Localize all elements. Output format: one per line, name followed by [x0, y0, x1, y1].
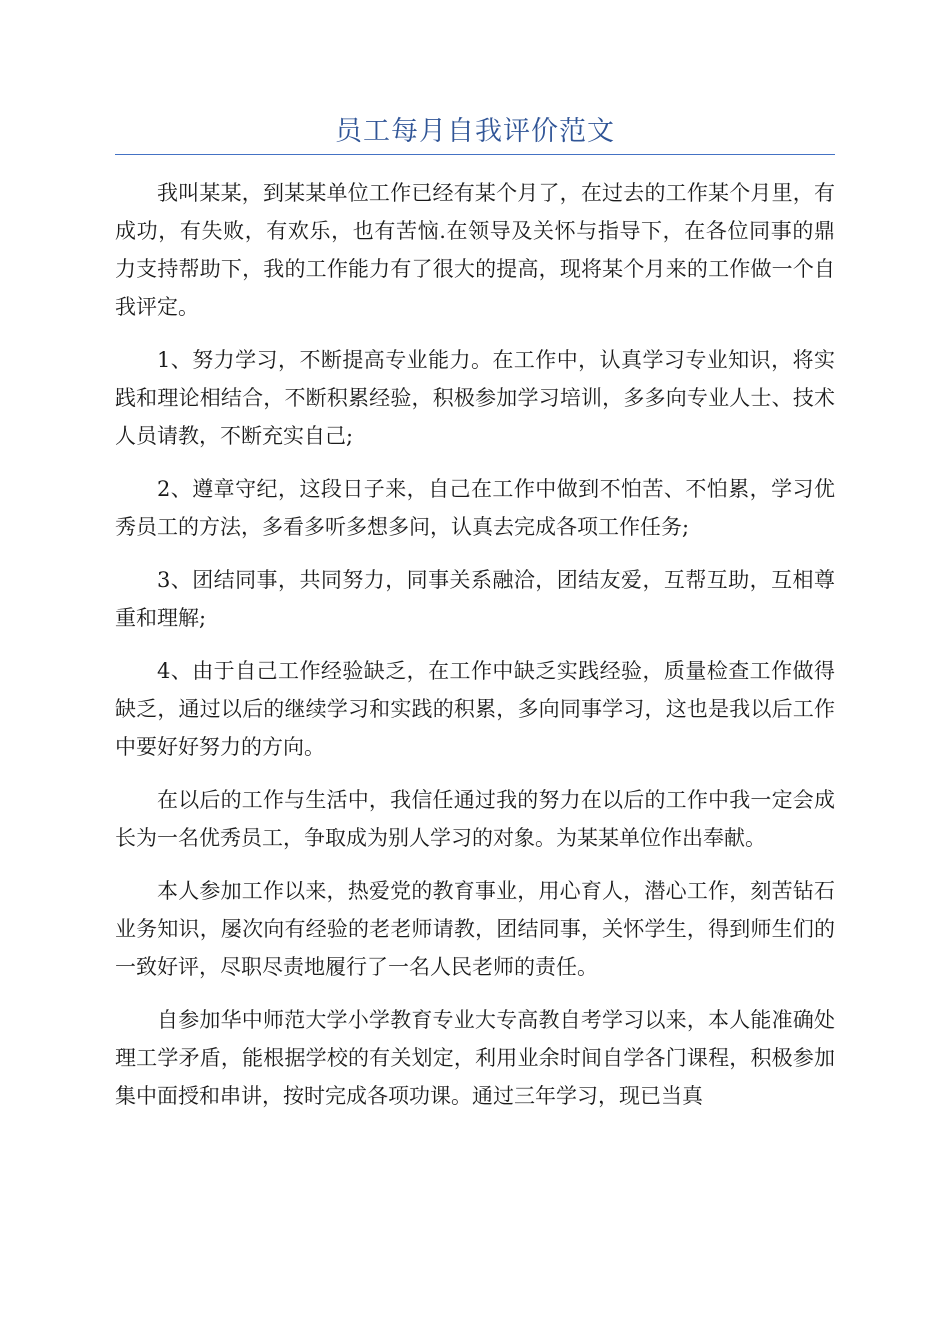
paragraph-outlook: 在以后的工作与生活中，我信任通过我的努力在以后的工作中我一定会成长为一名优秀员工，争取成为别人学习的对象。为某某单位作出奉献。 [115, 788, 835, 850]
title-underline [115, 154, 835, 155]
paragraph-teaching: 本人参加工作以来，热爱党的教育事业，用心育人，潜心工作，刻苦钻石业务知识，屡次向有经验的老老师请教，团结同事，关怀学生，得到师生们的一致好评，尽职尽责地履行了一名人民老师的责任。 [115, 879, 835, 979]
document-title: 员工每月自我评价范文 [335, 116, 615, 147]
paragraph-study: 自参加华中师范大学小学教育专业大专高教自考学习以来，本人能准确处理工学矛盾，能根据学校的有关划定，利用业余时间自学各门课程，积极参加集中面授和串讲，按时完成各项功课。通过三年学习，现已当真 [115, 1008, 835, 1108]
paragraph-point-2: 2、遵章守纪，这段日子来，自己在工作中做到不怕苦、不怕累，学习优秀员工的方法，多看多听多想多问，认真去完成各项工作任务; [115, 477, 835, 539]
paragraph-intro: 我叫某某，到某某单位工作已经有某个月了，在过去的工作某个月里，有成功，有失败，有欢乐，也有苦恼.在领导及关怀与指导下，在各位同事的鼎力支持帮助下，我的工作能力有了很大的提高，现将某个月来的工作做一个自我评定。 [115, 181, 835, 319]
paragraph-point-3: 3、团结同事，共同努力，同事关系融洽，团结友爱，互帮互助，互相尊重和理解; [115, 568, 835, 630]
document-body [115, 174, 835, 1130]
paragraph-point-1: 1、努力学习，不断提高专业能力。在工作中，认真学习专业知识，将实践和理论相结合，不断积累经验，积极参加学习培训，多多向专业人士、技术人员请教，不断充实自己; [115, 348, 835, 448]
paragraph-point-4: 4、由于自己工作经验缺乏，在工作中缺乏实践经验，质量检查工作做得缺乏，通过以后的继续学习和实践的积累，多向同事学习，这也是我以后工作中要好好努力的方向。 [115, 659, 835, 759]
